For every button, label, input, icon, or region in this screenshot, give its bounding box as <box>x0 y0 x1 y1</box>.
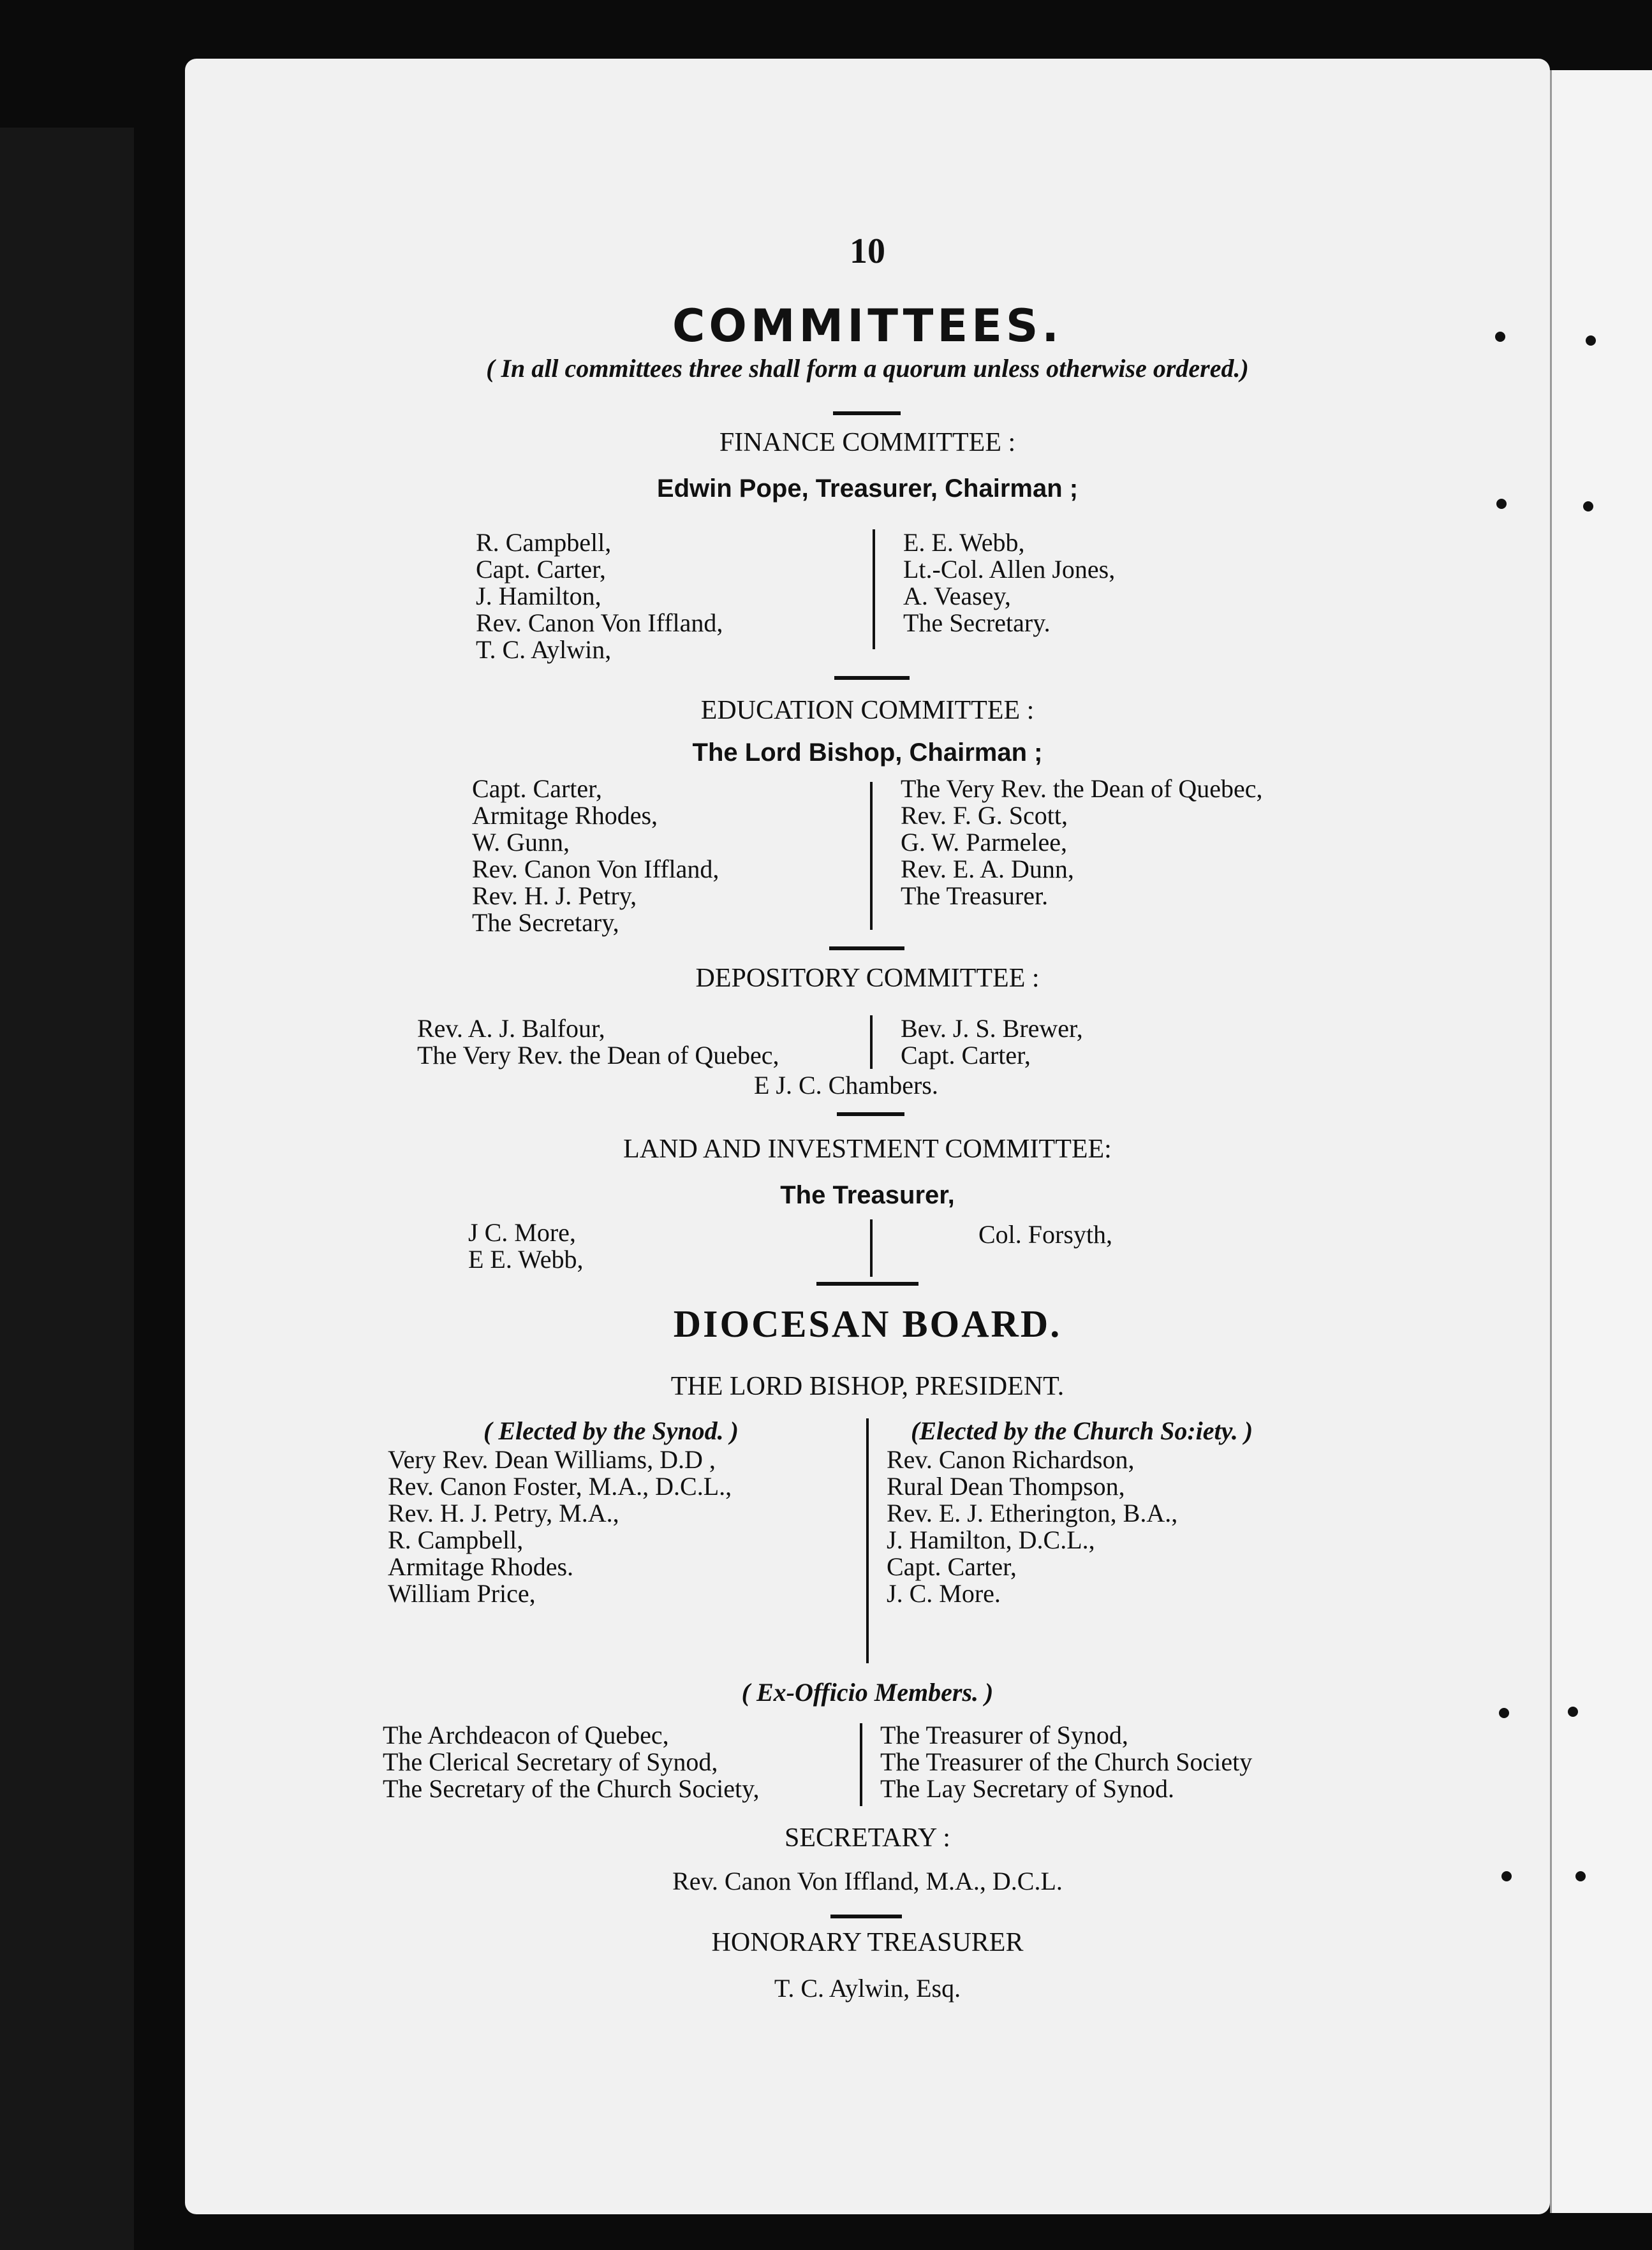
land-member-right: Col. Forsyth, <box>978 1220 1113 1249</box>
list-item: G. W. Parmelee, <box>901 828 1068 857</box>
bleed-mark <box>1496 499 1507 509</box>
list-item: R. Campbell, <box>476 528 612 557</box>
finance-committee-title: FINANCE COMMITTEE : <box>719 428 1016 457</box>
list-item: J C. More, <box>468 1218 576 1247</box>
list-item: T. C. Aylwin, <box>476 635 612 664</box>
list-item: William Price, <box>388 1579 536 1608</box>
list-item: Rev. H. J. Petry, M.A., <box>388 1499 619 1527</box>
column-divider <box>870 1219 873 1277</box>
secretary-title: SECRETARY : <box>785 1823 950 1853</box>
list-item: Capt. Carter, <box>901 1041 1031 1070</box>
list-item: The Archdeacon of Quebec, <box>383 1721 669 1749</box>
finance-members-left <box>476 529 723 663</box>
list-item: The Secretary of the Church Society, <box>383 1774 760 1803</box>
board-members-right <box>887 1446 1177 1607</box>
treasurer-name: T. C. Aylwin, Esq. <box>774 1974 961 2003</box>
depository-committee-title: DEPOSITORY COMMITTEE : <box>695 964 1040 993</box>
list-item: Rev. Canon Foster, M.A., D.C.L., <box>388 1472 732 1501</box>
list-item: Rev. E. J. Etherington, B.A., <box>887 1499 1178 1527</box>
land-committee-chair: The Treasurer, <box>780 1181 955 1209</box>
list-item: Capt. Carter, <box>887 1552 1017 1581</box>
depository-members-left <box>417 1015 779 1069</box>
list-item: E. E. Webb, <box>903 528 1025 557</box>
list-item: The Treasurer of the Church Society <box>880 1747 1253 1776</box>
land-members-left <box>468 1219 583 1273</box>
treasurer-title: HONORARY TREASURER <box>711 1928 1024 1957</box>
diocesan-board-title: DIOCESAN BOARD. <box>673 1303 1062 1345</box>
column-divider <box>870 1015 873 1069</box>
list-item: The Lay Secretary of Synod. <box>880 1774 1174 1803</box>
page-number: 10 <box>850 232 885 271</box>
list-item: Armitage Rhodes, <box>472 801 658 830</box>
bleed-mark <box>1495 332 1505 342</box>
list-item: The Treasurer. <box>901 881 1049 910</box>
board-president: THE LORD BISHOP, PRESIDENT. <box>670 1372 1065 1401</box>
education-members-left <box>472 776 719 936</box>
board-members-left <box>388 1446 732 1607</box>
list-item: Rev. Canon Von Iffland, <box>472 855 719 883</box>
list-item: Rev. A. J. Balfour, <box>417 1014 605 1043</box>
education-committee-title: EDUCATION COMMITTEE : <box>700 696 1035 725</box>
list-item: Rural Dean Thompson, <box>887 1472 1125 1501</box>
list-item: The Secretary. <box>903 608 1051 637</box>
book-gutter <box>0 128 134 2250</box>
divider <box>829 946 904 950</box>
adjacent-page-edge <box>1551 70 1652 2213</box>
ex-officio-left <box>383 1722 760 1802</box>
list-item: Rev. H. J. Petry, <box>472 881 637 910</box>
list-item: Capt. Carter, <box>476 555 606 584</box>
divider <box>833 411 901 415</box>
education-committee-chair: The Lord Bishop, Chairman ; <box>692 739 1043 767</box>
divider <box>830 1915 902 1918</box>
column-divider <box>866 1418 869 1663</box>
page-fold-line <box>1550 70 1552 2213</box>
list-item: The Secretary, <box>472 908 619 937</box>
board-right-header: (Elected by the Church So:iety. ) <box>911 1416 1253 1445</box>
list-item: Lt.-Col. Allen Jones, <box>903 555 1116 584</box>
list-item: The Very Rev. the Dean of Quebec, <box>417 1041 779 1070</box>
list-item: Rev. F. G. Scott, <box>901 801 1068 830</box>
document-page <box>185 59 1550 2214</box>
list-item: Armitage Rhodes. <box>388 1552 574 1581</box>
list-item: Very Rev. Dean Williams, D.D , <box>388 1445 716 1474</box>
list-item: Rev. Canon Von Iffland, <box>476 608 723 637</box>
bleed-mark <box>1568 1707 1578 1717</box>
divider <box>834 676 910 680</box>
list-item: Bev. J. S. Brewer, <box>901 1014 1083 1043</box>
list-item: Rev. Canon Richardson, <box>887 1445 1135 1474</box>
page-title: COMMITTEES. <box>672 300 1063 352</box>
bleed-mark <box>1586 335 1596 346</box>
column-divider <box>870 782 873 930</box>
divider <box>837 1112 904 1116</box>
finance-members-right <box>903 529 1115 636</box>
bleed-mark <box>1575 1871 1586 1881</box>
list-item: Rev. E. A. Dunn, <box>901 855 1074 883</box>
list-item: E E. Webb, <box>468 1245 584 1274</box>
board-left-header: ( Elected by the Synod. ) <box>483 1416 739 1445</box>
list-item: Capt. Carter, <box>472 774 602 803</box>
column-divider <box>860 1723 862 1806</box>
list-item: The Treasurer of Synod, <box>880 1721 1128 1749</box>
list-item: A. Veasey, <box>903 582 1011 610</box>
list-item: The Clerical Secretary of Synod, <box>383 1747 718 1776</box>
list-item: W. Gunn, <box>472 828 570 857</box>
quorum-note: ( In all committees three shall form a quorum unless otherwise ordered.) <box>486 354 1249 383</box>
list-item: J. Hamilton, <box>476 582 601 610</box>
bleed-mark <box>1583 501 1593 511</box>
divider <box>816 1282 918 1286</box>
list-item: J. Hamilton, D.C.L., <box>887 1526 1095 1554</box>
depository-members-right <box>901 1015 1083 1069</box>
education-members-right <box>901 776 1263 909</box>
land-committee-title: LAND AND INVESTMENT COMMITTEE: <box>623 1135 1112 1164</box>
depository-member-bottom: E J. C. Chambers. <box>754 1071 938 1099</box>
ex-officio-header: ( Ex-Officio Members. ) <box>741 1678 994 1707</box>
bleed-mark <box>1501 1871 1512 1881</box>
list-item: J. C. More. <box>887 1579 1001 1608</box>
list-item: The Very Rev. the Dean of Quebec, <box>901 774 1263 803</box>
secretary-name: Rev. Canon Von Iffland, M.A., D.C.L. <box>672 1867 1063 1895</box>
finance-committee-chair: Edwin Pope, Treasurer, Chairman ; <box>656 474 1079 503</box>
bleed-mark <box>1499 1708 1509 1718</box>
column-divider <box>873 529 875 649</box>
ex-officio-right <box>880 1722 1252 1802</box>
list-item: R. Campbell, <box>388 1526 524 1554</box>
